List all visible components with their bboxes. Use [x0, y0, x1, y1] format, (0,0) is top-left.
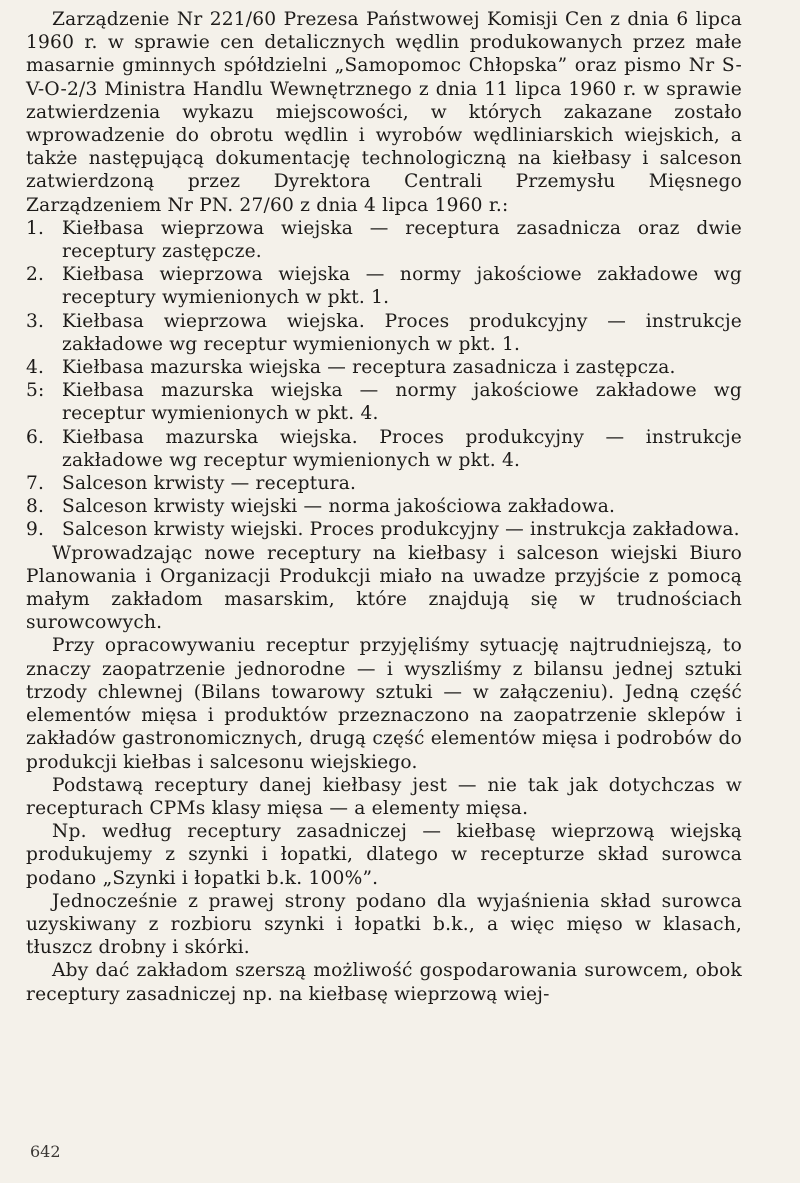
list-item [26, 263, 742, 309]
body-paragraph: Jednocześnie z prawej strony podano dla wyjaśnienia skład surowca uzyskiwany z rozbioru szynki i łopatki b.k., a więc mięso w klasach, tłuszcz drobny i skórki. [26, 890, 742, 959]
list-item-number: 5: [26, 380, 45, 402]
page-number: 642 [30, 1142, 61, 1161]
list-item-text: Salceson krwisty wiejski — norma jakościowa zakładowa. [62, 496, 616, 518]
document-list [26, 217, 742, 542]
body-paragraph: Przy opracowywaniu receptur przyjęliśmy sytuację najtrudniejszą, to znaczy zaopatrzenie jednorodne — i wyszliśmy z bilansu jednej sztuki trzody chlewnej (Bilans towarowy sztuki — w załączeniu). Jedną część elementów mięsa i produktów przeznaczono na zaopatrzenie sklepów i zakładów gastronomicznych, drugą część elementów mięsa i podrobów do produkcji kiełbas i salcesonu wiejskiego. [26, 635, 742, 773]
list-item-number: 7. [26, 473, 45, 495]
list-item-number: 2. [26, 264, 45, 286]
list-item-number: 1. [26, 217, 45, 239]
list-item [26, 495, 742, 518]
body-paragraph: Aby dać zakładom szerszą możliwość gospodarowania surowcem, obok receptury zasadniczej np. na kiełbasę wieprzową wiej- [26, 960, 742, 1005]
list-item-text: Kiełbasa wieprzowa wiejska. Proces produkcyjny — instrukcje zakładowe wg receptur wymienionych w pkt. 1. [62, 310, 742, 355]
intro-paragraph: Zarządzenie Nr 221/60 Prezesa Państwowej Komisji Cen z dnia 6 lipca 1960 r. w sprawie cen detalicznych wędlin produkowanych przez małe masarnie gminnych spółdzielni „Samopomoc Chłopska” oraz pismo Nr S-V-O-2/3 Ministra Handlu Wewnętrznego z dnia 11 lipca 1960 r. w sprawie zatwierdzenia wykazu miejscowości, w których zakazane zostało wprowadzenie do obrotu wędlin i wyrobów wędliniarskich wiejskich, a także następującą dokumentację technologiczną na kiełbasy i salceson zatwierdzoną przez Dyrektora Centrali Przemysłu Mięsnego Zarządzeniem Nr PN. 27/60 z dnia 4 lipca 1960 r.: [26, 9, 742, 216]
list-item-text: Kiełbasa wieprzowa wiejska — normy jakościowe zakładowe wg receptury wymienionych w pkt. 1. [62, 264, 742, 309]
list-item-text: Kiełbasa mazurska wiejska. Proces produkcyjny — instrukcje zakładowe wg receptur wymienionych w pkt. 4. [62, 426, 742, 471]
list-item-number: 3. [26, 310, 45, 332]
list-item-number: 8. [26, 496, 45, 518]
list-item [26, 426, 742, 472]
list-item [26, 472, 742, 495]
list-item-number: 4. [26, 357, 45, 379]
list-item [26, 356, 742, 379]
list-item-text: Salceson krwisty wiejski. Proces produkcyjny — instrukcja zakładowa. [62, 519, 740, 541]
list-item-text: Kiełbasa mazurska wiejska — receptura zasadnicza i zastępcza. [62, 357, 676, 379]
body-paragraph: Wprowadzając nowe receptury na kiełbasy i salceson wiejski Biuro Planowania i Organizacji Produkcji miało na uwadze przyjście z pomocą małym zakładom masarskim, które znajdują się w trudnościach surowcowych. [26, 542, 742, 634]
list-item [26, 379, 742, 425]
list-item-text: Salceson krwisty — receptura. [62, 473, 357, 495]
list-item-text: Kiełbasa wieprzowa wiejska — receptura zasadnicza oraz dwie receptury zastępcze. [62, 217, 742, 263]
body-paragraph: Podstawą receptury danej kiełbasy jest — nie tak jak dotychczas w recepturach CPMs klasy mięsa — a elementy mięsa. [26, 774, 742, 819]
list-item [26, 518, 742, 541]
body-paragraph: Np. według receptury zasadniczej — kiełbasę wieprzową wiejską produkujemy z szynki i łopatki, dlatego w recepturze skład surowca podano „Szynki i łopatki b.k. 100%”. [26, 821, 742, 889]
list-item [26, 310, 742, 356]
list-item-number: 9. [26, 519, 45, 541]
document-page [26, 8, 742, 1006]
list-item-number: 6. [26, 426, 45, 448]
list-item [26, 217, 742, 263]
list-item-text: Kiełbasa mazurska wiejska — normy jakościowe zakładowe wg receptur wymienionych w pkt. 4. [62, 380, 742, 425]
